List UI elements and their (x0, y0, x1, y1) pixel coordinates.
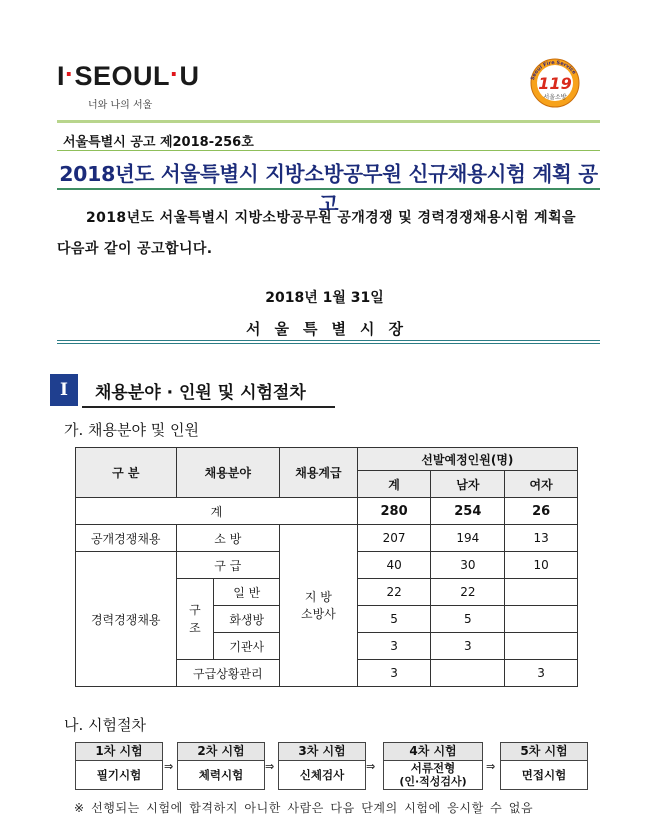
cell-male: 30 (431, 552, 505, 579)
svg-text:서울소방: 서울소방 (543, 94, 567, 101)
cell-male: 3 (431, 633, 505, 660)
step-heading: 4차 시험 (384, 743, 482, 761)
cell-female (505, 579, 578, 606)
section-underline (82, 406, 335, 408)
arrow-right-icon: ⇒ (164, 760, 174, 773)
cell-female: 26 (505, 498, 578, 525)
cell-total: 280 (357, 498, 431, 525)
cell-male: 254 (431, 498, 505, 525)
section-number: I (50, 374, 78, 406)
process-step (383, 742, 483, 790)
step-heading: 3차 시험 (279, 743, 365, 761)
divider (57, 343, 600, 344)
field-cell: 기관사 (214, 633, 280, 660)
divider (57, 120, 600, 123)
header-gubun: 구 분 (76, 448, 177, 498)
step-body-line: 서류전형 (410, 761, 456, 775)
subsection-heading: 나. 시험절차 (64, 716, 146, 734)
footnote: ※ 선행되는 시험에 합격하지 아니한 사람은 다음 단계의 시험에 응시할 수 없음 (74, 801, 534, 815)
cell-total: 207 (357, 525, 431, 552)
process-step (500, 742, 588, 790)
cell-female (505, 606, 578, 633)
arrow-right-icon: ⇒ (366, 760, 376, 773)
logo-slogan: 너와 나의 서울 (88, 100, 153, 111)
field-cell: 일 반 (214, 579, 280, 606)
cell-female: 3 (505, 660, 578, 687)
category-career: 경력경쟁채용 (76, 552, 177, 687)
notice-body-line: 2018년도 서울특별시 지방소방공무원 공개경쟁 및 경력경쟁채용시험 계획을 (86, 210, 576, 226)
table-header-row (76, 448, 578, 471)
divider (57, 150, 600, 151)
cell-total: 3 (357, 660, 431, 687)
arrow-right-icon: ⇒ (486, 760, 496, 773)
step-body: 면접시험 (521, 768, 567, 782)
svg-text:119: 119 (538, 74, 572, 93)
rescue-group-cell (176, 579, 214, 660)
divider (57, 188, 600, 190)
fire-service-emblem-icon (521, 56, 589, 108)
cell-total: 22 (357, 579, 431, 606)
cell-female (505, 633, 578, 660)
field-cell: 소 방 (176, 525, 280, 552)
total-label: 계 (76, 498, 358, 525)
rank-cell (280, 525, 358, 687)
page-title: 2018년도 서울특별시 지방소방공무원 신규채용시험 계획 공고 (59, 162, 598, 216)
header-male: 남자 (431, 471, 505, 498)
section-title: 채용분야 · 인원 및 시험절차 (95, 383, 306, 403)
cell-female: 10 (505, 552, 578, 579)
table-row (76, 525, 578, 552)
cell-total: 40 (357, 552, 431, 579)
arrow-right-icon: ⇒ (265, 760, 275, 773)
subsection-heading: 가. 채용분야 및 인원 (64, 421, 199, 439)
divider (57, 340, 600, 341)
header-female: 여자 (505, 471, 578, 498)
step-body: 신체검사 (299, 768, 345, 782)
notice-body-line: 다음과 같이 공고합니다. (57, 241, 213, 257)
header-planned: 선발예정인원(명) (357, 448, 577, 471)
notice-number: 서울특별시 공고 제2018-256호 (63, 135, 254, 150)
step-heading: 5차 시험 (501, 743, 587, 761)
cell-male (431, 660, 505, 687)
process-step (177, 742, 265, 790)
header-total: 계 (357, 471, 431, 498)
step-body: 필기시험 (96, 768, 142, 782)
rank-line-1: 지 방 (304, 589, 332, 604)
svg-text:Seoul Fire Service: Seoul Fire Service (529, 59, 578, 82)
rank-line-2: 소방사 (301, 606, 336, 621)
cell-male: 22 (431, 579, 505, 606)
header-rank: 채용계급 (280, 448, 358, 498)
step-heading: 1차 시험 (76, 743, 162, 761)
step-body-line: (인·적성검사) (399, 775, 467, 788)
table-row-total (76, 498, 578, 525)
cell-total: 5 (357, 606, 431, 633)
seoul-logo: I·SEOUL·U (57, 59, 200, 91)
cell-total: 3 (357, 633, 431, 660)
cell-male: 194 (431, 525, 505, 552)
rescue-label: 구조 (189, 603, 201, 635)
field-cell: 화생방 (214, 606, 280, 633)
notice-date: 2018년 1월 31일 (265, 290, 384, 306)
process-step (278, 742, 366, 790)
recruitment-table (75, 447, 578, 687)
field-cell: 구 급 (176, 552, 280, 579)
cell-female: 13 (505, 525, 578, 552)
field-cell: 구급상황관리 (176, 660, 280, 687)
cell-male: 5 (431, 606, 505, 633)
signer: 서울특별시장 (246, 320, 417, 338)
category-open: 공개경쟁채용 (76, 525, 177, 552)
header-field: 채용분야 (176, 448, 280, 498)
step-body: 체력시험 (198, 768, 244, 782)
process-step (75, 742, 163, 790)
step-body (384, 761, 482, 789)
step-heading: 2차 시험 (178, 743, 264, 761)
